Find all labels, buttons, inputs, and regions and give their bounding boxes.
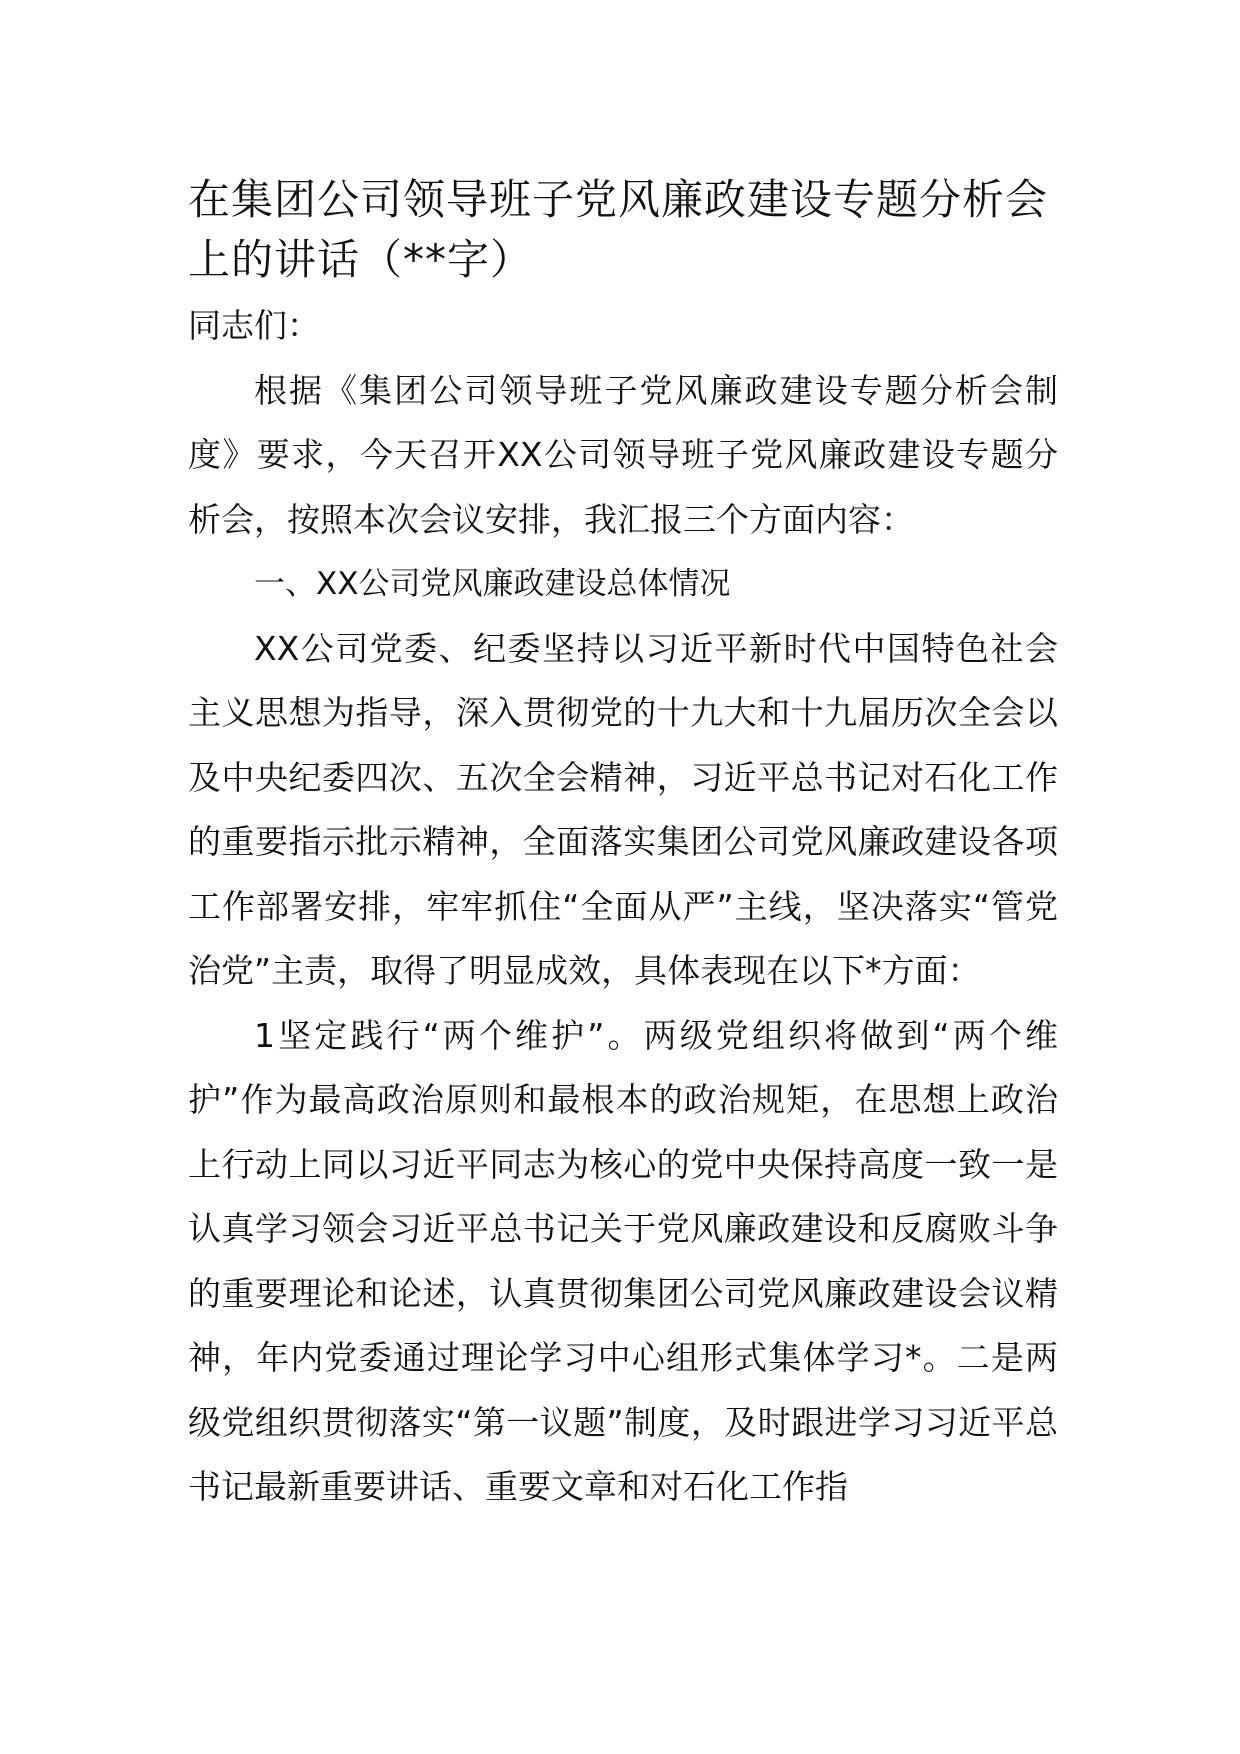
document-title: 在集团公司领导班子党风廉政建设专题分析会上的讲话（**字） xyxy=(188,175,1049,284)
paragraph-intro: 根据《集团公司领导班子党风廉政建设专题分析会制度》要求，今天召开XX公司领导班子党风廉政建设专题分析会，按照本次会议安排，我汇报三个方面内容： xyxy=(188,370,1058,539)
paragraph-overview: XX公司党委、纪委坚持以习近平新时代中国特色社会主义思想为指导，深入贯彻党的十九大和十九届历次全会以及中央纪委四次、五次全会精神，习近平总书记对石化工作的重要指示批示精神，全面落实集团公司党风廉政建设各项工作部署安排，牢牢抓住“全面从严”主线，坚决落实“管党治党”主责，取得了明显成效，具体表现在以下*方面： xyxy=(188,628,1058,990)
paragraph-point-1: 1坚定践行“两个维护”。两级党组织将做到“两个维护”作为最高政治原则和最根本的政治规矩，在思想上政治上行动上同以习近平同志为核心的党中央保持高度一致一是认真学习领会习近平总书记关于党风廉政建设和反腐败斗争的重要理论和论述，认真贯彻集团公司党风廉政建设会议精神，年内党委通过理论学习中心组形式集体学习*。二是两级党组织贯彻落实“第一议题”制度，及时跟进学习习近平总书记最新重要讲话、重要文章和对石化工作指 xyxy=(188,1015,1058,1506)
document-page xyxy=(188,170,1058,1520)
salutation: 同志们： xyxy=(188,306,320,345)
section-heading-1: 一、XX公司党风廉政建设总体情况 xyxy=(254,566,731,602)
